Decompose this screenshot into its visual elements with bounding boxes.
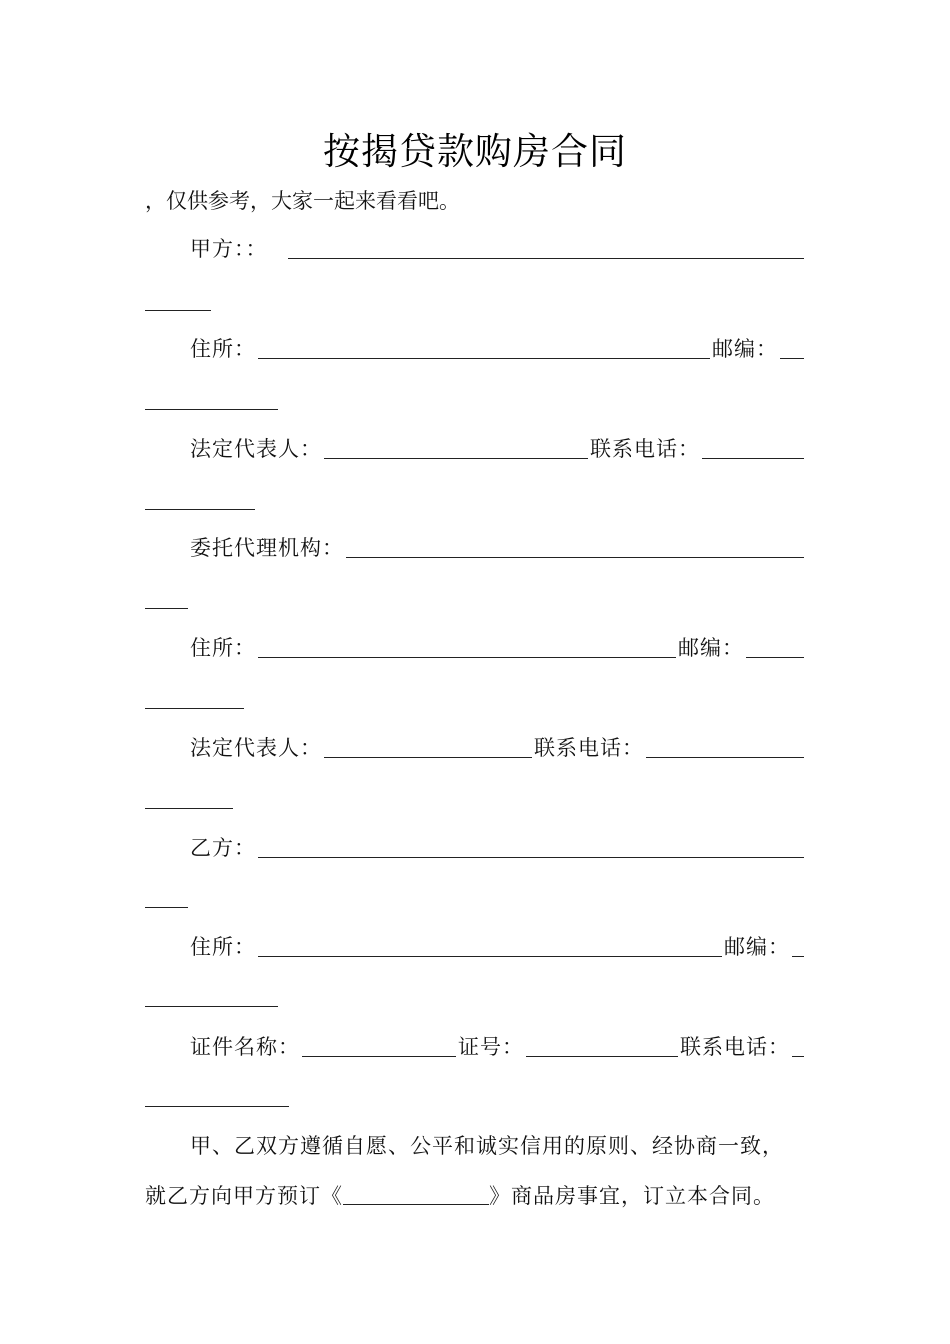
paragraph-line-2 — [145, 1181, 807, 1211]
agency-postcode-label: 邮编： — [678, 636, 744, 660]
party-a-name-blank-cont[interactable] — [145, 310, 211, 312]
party-b-postcode-blank-cont[interactable] — [145, 1006, 278, 1008]
agency-address-row — [190, 631, 806, 663]
party-a-legal-rep-label: 法定代表人： — [190, 437, 322, 461]
agency-postcode-blank-cont[interactable] — [145, 708, 244, 710]
intro-text: ，仅供参考，大家一起来看看吧。 — [145, 189, 460, 213]
agency-phone-blank[interactable] — [646, 735, 804, 758]
party-a-legal-rep-row — [190, 432, 806, 464]
paragraph-line-2-after: 》商品房事宜，订立本合同。 — [489, 1184, 775, 1208]
party-b-name-blank[interactable] — [258, 835, 804, 858]
agency-name-blank[interactable] — [346, 535, 804, 558]
paragraph-line-1: 甲、乙双方遵循自愿、公平和诚实信用的原则、经协商一致， — [190, 1134, 784, 1158]
agency-legal-rep-label: 法定代表人： — [190, 736, 322, 760]
party-b-row — [190, 831, 806, 863]
party-b-address-blank[interactable] — [258, 934, 722, 957]
party-a-name-blank[interactable] — [288, 236, 805, 259]
agency-address-blank[interactable] — [258, 635, 676, 658]
agency-legal-rep-row — [190, 731, 806, 763]
agency-legal-rep-blank[interactable] — [324, 735, 532, 758]
agency-address-label: 住所： — [190, 636, 256, 660]
party-a-label: 甲方：： — [190, 237, 268, 261]
party-b-address-label: 住所： — [190, 935, 256, 959]
party-a-legal-rep-blank[interactable] — [324, 436, 588, 459]
party-b-phone-blank-cont[interactable] — [145, 1106, 289, 1108]
party-b-name-blank-cont[interactable] — [145, 907, 188, 909]
party-a-postcode-blank[interactable] — [780, 336, 804, 359]
agency-phone-label: 联系电话： — [534, 736, 644, 760]
party-b-id-number-label: 证号： — [458, 1035, 524, 1059]
party-b-id-name-blank[interactable] — [302, 1034, 456, 1057]
agency-label: 委托代理机构： — [190, 536, 344, 560]
agency-row — [190, 531, 806, 563]
party-b-id-number-blank[interactable] — [526, 1034, 678, 1057]
party-b-id-name-label: 证件名称： — [190, 1035, 300, 1059]
party-b-postcode-blank[interactable] — [792, 934, 804, 957]
party-a-address-row — [190, 332, 806, 364]
party-b-label: 乙方： — [190, 836, 256, 860]
party-b-phone-blank[interactable] — [792, 1034, 804, 1057]
paragraph-line-2-before: 就乙方向甲方预订《 — [145, 1184, 343, 1208]
page-title: 按揭贷款购房合同 — [323, 130, 627, 173]
party-b-id-row — [190, 1030, 806, 1062]
agency-postcode-blank[interactable] — [746, 635, 804, 658]
party-a-phone-blank[interactable] — [702, 436, 804, 459]
party-a-address-label: 住所： — [190, 337, 256, 361]
agency-phone-blank-cont[interactable] — [145, 808, 233, 810]
party-a-phone-blank-cont[interactable] — [145, 509, 255, 511]
party-b-postcode-label: 邮编： — [724, 935, 790, 959]
party-a-postcode-label: 邮编： — [712, 337, 778, 361]
agency-name-blank-cont[interactable] — [145, 608, 188, 610]
party-b-address-row — [190, 930, 806, 962]
property-name-blank[interactable] — [343, 1182, 489, 1205]
party-a-row — [190, 232, 806, 264]
party-a-phone-label: 联系电话： — [590, 437, 700, 461]
party-b-phone-label: 联系电话： — [680, 1035, 790, 1059]
party-a-postcode-blank-cont[interactable] — [145, 409, 278, 411]
party-a-address-blank[interactable] — [258, 336, 710, 359]
